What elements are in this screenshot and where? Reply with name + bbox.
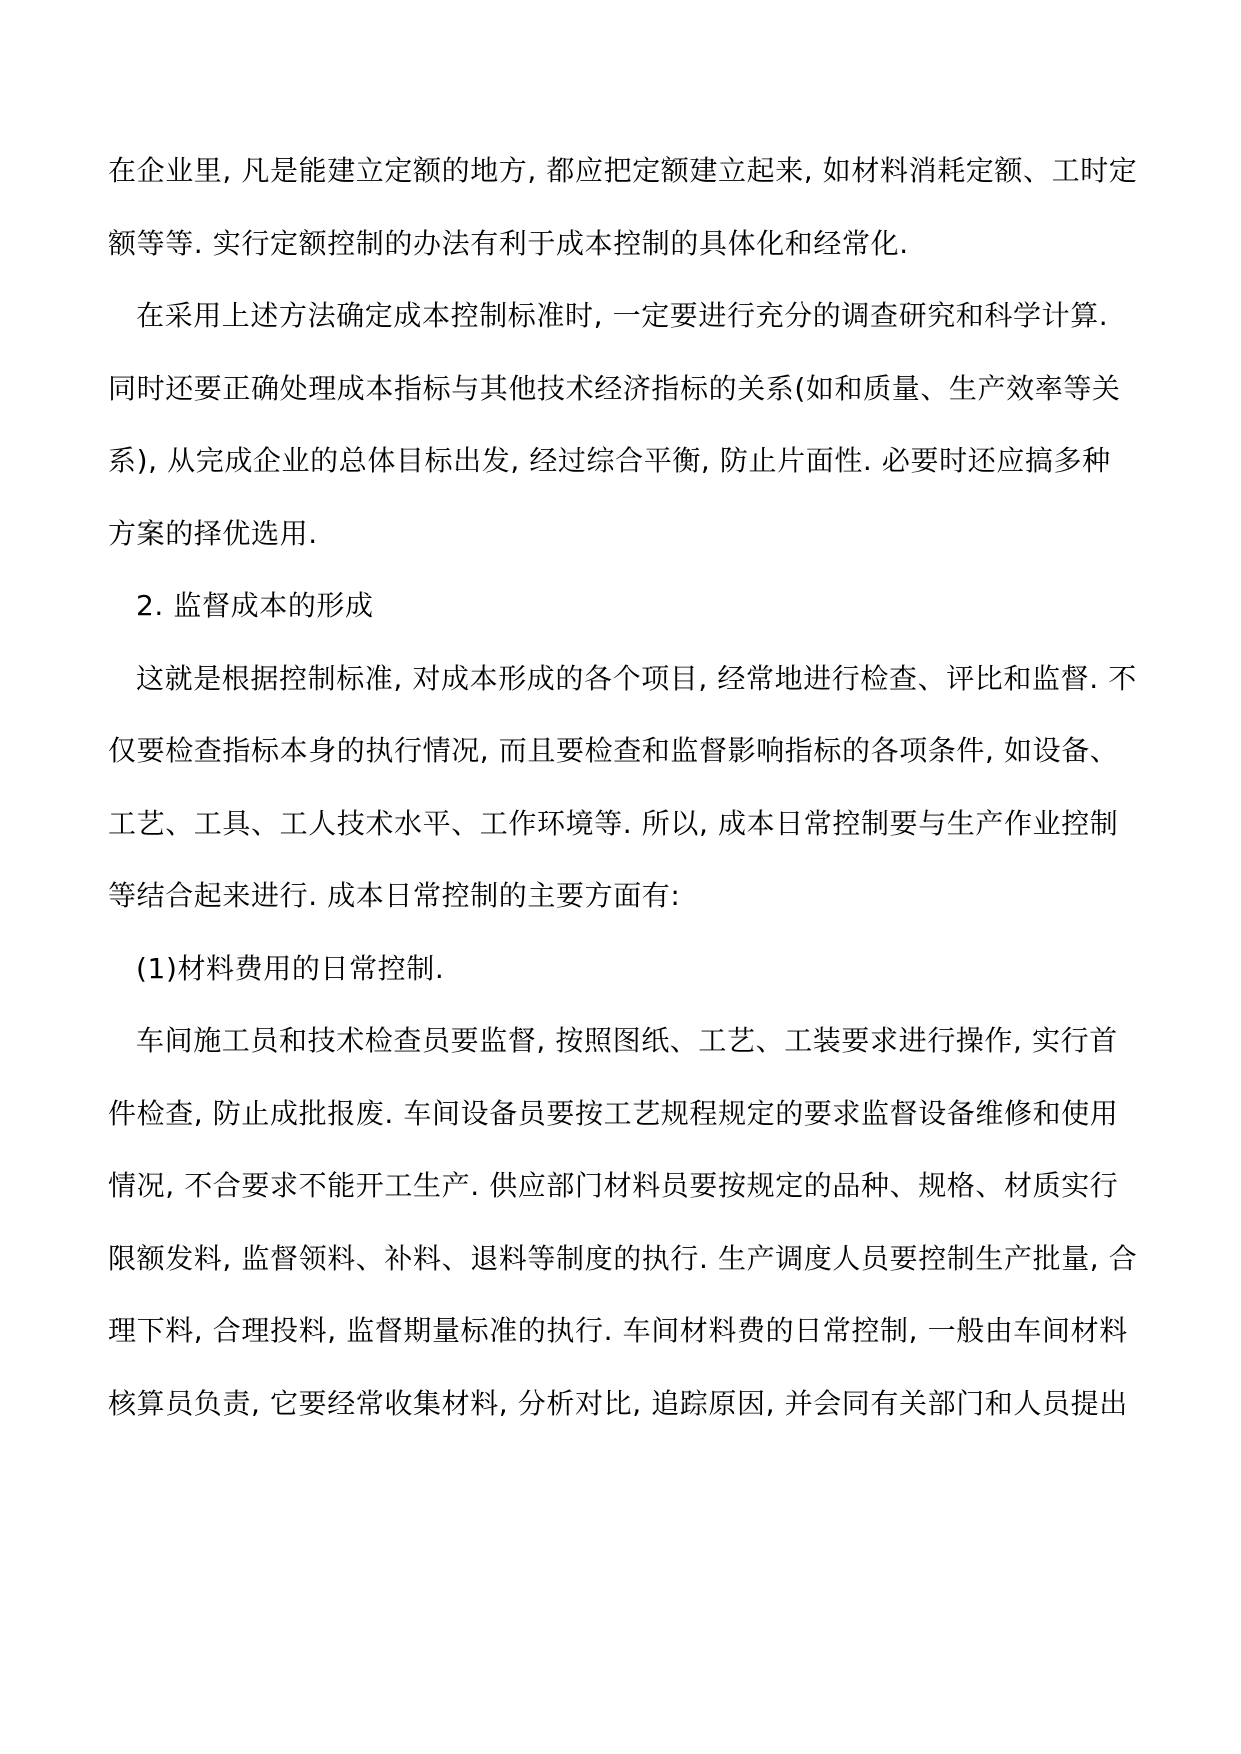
text-line: 在企业里, 凡是能建立定额的地方, 都应把定额建立起来, 如材料消耗定额、工时定 <box>108 154 1138 187</box>
text-line: 工艺、工具、工人技术水平、工作环境等. 所以, 成本日常控制要与生产作业控制 <box>108 807 1119 840</box>
paragraph-first-line: 在采用上述方法确定成本控制标准时, 一定要进行充分的调查研究和科学计算. <box>136 299 1109 332</box>
text-line: 系), 从完成企业的总体目标出发, 经过综合平衡, 防止片面性. 必要时还应搞多种 <box>108 444 1111 477</box>
text-line: 限额发料, 监督领料、补料、退料等制度的执行. 生产调度人员要控制生产批量, 合 <box>108 1242 1138 1275</box>
paragraph-first-line: 车间施工员和技术检查员要监督, 按照图纸、工艺、工装要求进行操作, 实行首 <box>136 1024 1118 1057</box>
text-line: 同时还要正确处理成本指标与其他技术经济指标的关系(如和质量、生产效率等关 <box>108 372 1121 405</box>
subsection-heading: (1)材料费用的日常控制. <box>136 952 445 985</box>
section-heading: 2. 监督成本的形成 <box>136 589 374 622</box>
text-line: 件检查, 防止成批报废. 车间设备员要按工艺规程规定的要求监督设备维修和使用 <box>108 1097 1119 1130</box>
text-line: 等结合起来进行. 成本日常控制的主要方面有: <box>108 879 681 912</box>
text-line: 仅要检查指标本身的执行情况, 而且要检查和监督影响指标的各项条件, 如设备、 <box>108 734 1119 767</box>
text-line: 额等等. 实行定额控制的办法有利于成本控制的具体化和经常化. <box>108 227 909 260</box>
text-line: 情况, 不合要求不能开工生产. 供应部门材料员要按规定的品种、规格、材质实行 <box>108 1169 1119 1202</box>
text-line: 理下料, 合理投料, 监督期量标准的执行. 车间材料费的日常控制, 一般由车间材料 <box>108 1314 1128 1347</box>
text-line: 方案的择优选用. <box>108 517 318 550</box>
text-line: 核算员负责, 它要经常收集材料, 分析对比, 追踪原因, 并会同有关部门和人员提出 <box>108 1387 1128 1420</box>
paragraph-first-line: 这就是根据控制标准, 对成本形成的各个项目, 经常地进行检查、评比和监督. 不 <box>136 662 1137 695</box>
